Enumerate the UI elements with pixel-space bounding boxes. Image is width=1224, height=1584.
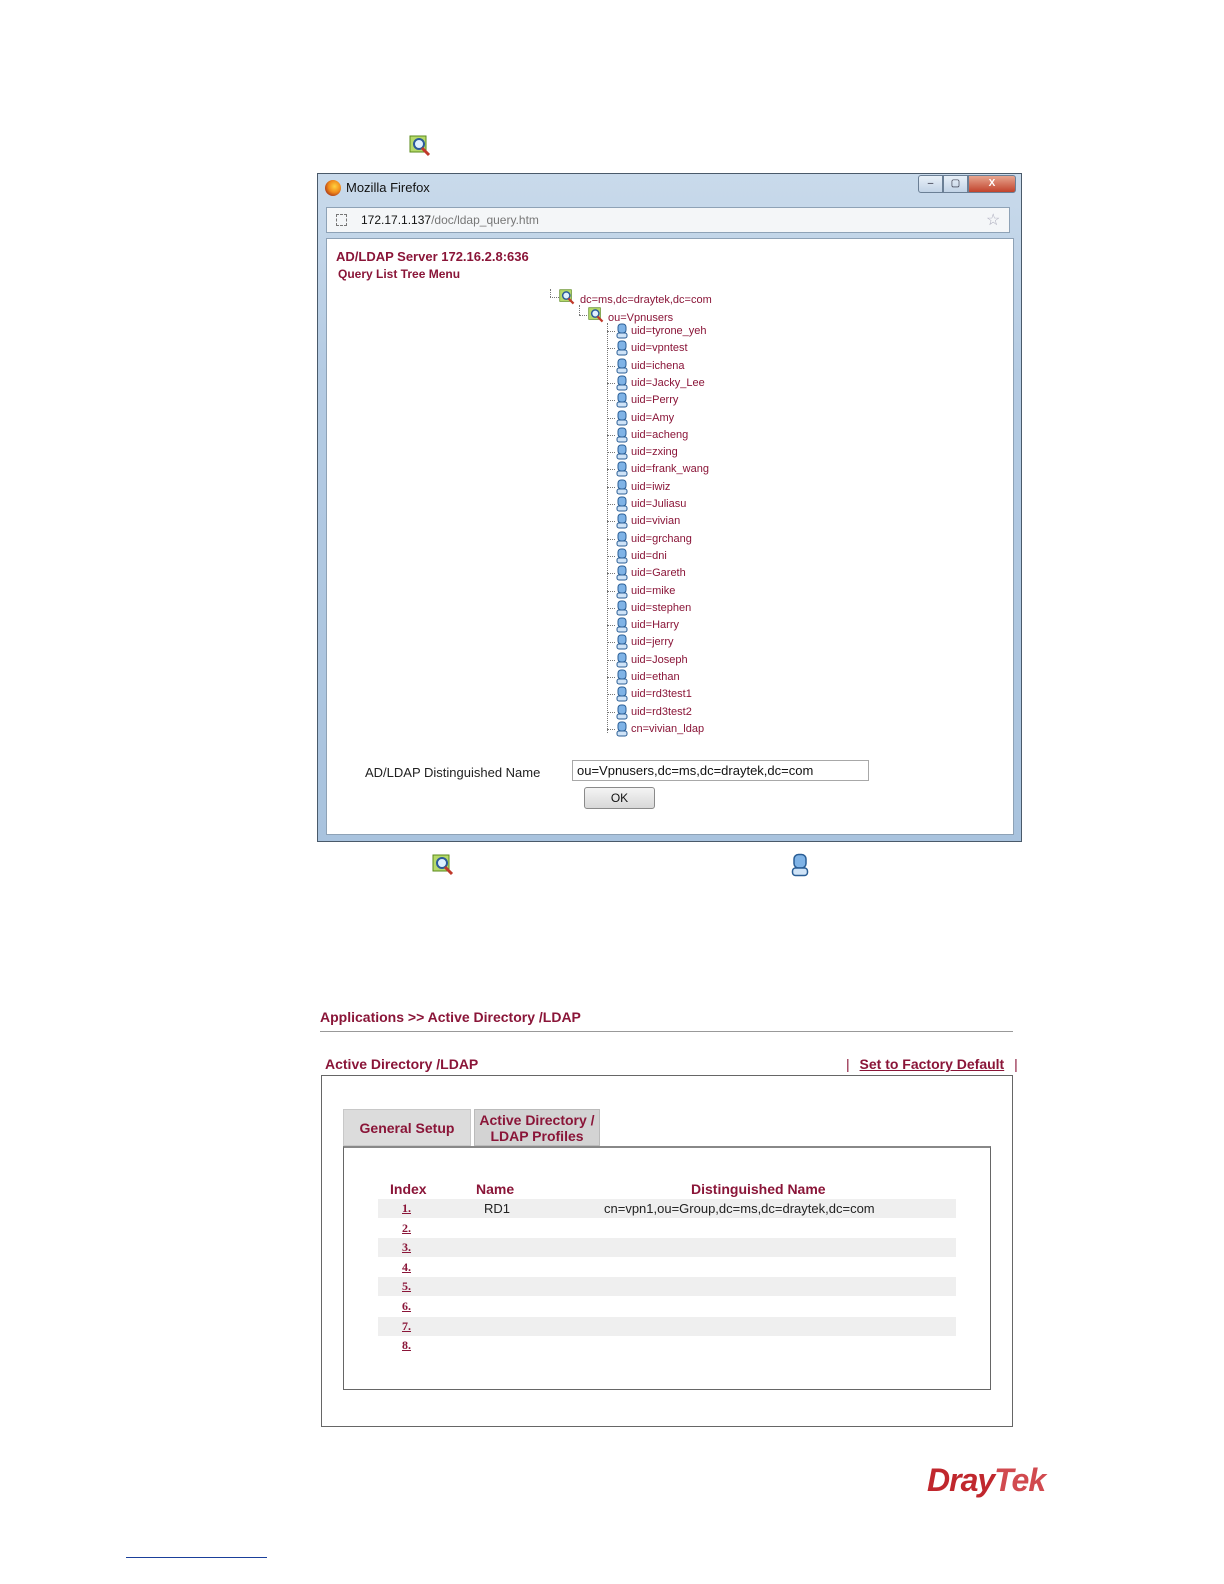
user-icon[interactable] <box>616 634 628 650</box>
tree-connector <box>607 591 615 592</box>
page-content <box>326 238 1014 835</box>
user-icon[interactable] <box>616 340 628 356</box>
tree-user-node[interactable]: uid=ichena <box>631 359 685 372</box>
table-row <box>378 1199 956 1218</box>
user-icon[interactable] <box>616 358 628 374</box>
url-host: 172.17.1.137 <box>361 213 432 227</box>
factory-default-link[interactable]: Set to Factory Default <box>859 1056 1005 1072</box>
close-button[interactable]: X <box>968 175 1016 193</box>
ldap-tree <box>327 239 1013 759</box>
footer-rule <box>126 1557 267 1558</box>
tree-user-node[interactable]: uid=Perry <box>631 394 679 407</box>
table-row <box>378 1336 956 1355</box>
separator: | <box>846 1056 850 1072</box>
table-row <box>378 1277 956 1296</box>
user-icon[interactable] <box>616 686 628 702</box>
user-icon[interactable] <box>616 410 628 426</box>
user-icon[interactable] <box>616 444 628 460</box>
tree-user-node[interactable]: uid=zxing <box>631 446 678 459</box>
tree-user-node[interactable]: uid=jerry <box>631 636 674 649</box>
tree-user-node[interactable]: uid=Juliasu <box>631 498 687 510</box>
star-icon[interactable]: ☆ <box>986 212 1001 229</box>
tree-connector <box>607 400 615 401</box>
user-icon[interactable] <box>616 652 628 668</box>
table-row <box>378 1297 956 1316</box>
user-icon[interactable] <box>616 583 628 599</box>
user-icon[interactable] <box>616 323 628 339</box>
draytek-logo <box>927 1462 1045 1499</box>
user-icon[interactable] <box>616 548 628 564</box>
user-icon[interactable] <box>616 600 628 616</box>
logo-tek: Tek <box>994 1462 1046 1498</box>
profile-index-link[interactable]: 1. <box>402 1201 411 1215</box>
tab-label-line1: Active Directory / <box>479 1112 595 1128</box>
tree-user-node[interactable]: uid=Harry <box>631 619 679 632</box>
tree-user-node[interactable]: uid=rd3test1 <box>631 688 692 701</box>
separator: | <box>1014 1056 1018 1072</box>
logo-dray: Dray <box>927 1462 995 1498</box>
tree-connector <box>607 383 615 384</box>
tree-connector <box>607 452 615 453</box>
table-row <box>378 1258 956 1277</box>
tree-user-node[interactable]: uid=Jacky_Lee <box>631 376 705 389</box>
profile-index-link[interactable]: 5. <box>402 1279 411 1294</box>
user-icon[interactable] <box>616 704 628 720</box>
maximize-button[interactable]: ▢ <box>943 175 968 193</box>
search-icon <box>409 135 431 157</box>
user-icon[interactable] <box>616 375 628 391</box>
profile-index-link[interactable]: 8. <box>402 1338 411 1353</box>
page-icon <box>336 214 347 226</box>
dn-input[interactable] <box>572 760 869 781</box>
tree-user-node[interactable]: uid=frank_wang <box>631 463 709 476</box>
user-icon <box>791 853 809 877</box>
tree-user-node[interactable]: uid=vivian <box>631 515 681 528</box>
tab-general-setup[interactable]: General Setup <box>343 1109 471 1146</box>
table-row <box>378 1238 956 1257</box>
user-icon[interactable] <box>616 669 628 685</box>
divider <box>320 1031 1013 1032</box>
tree-connector <box>607 660 615 661</box>
profile-index-link[interactable]: 6. <box>402 1299 411 1313</box>
tree-user-node[interactable]: uid=iwiz <box>631 480 671 493</box>
tree-connector <box>607 521 615 522</box>
user-icon[interactable] <box>616 479 628 495</box>
profile-name: RD1 <box>484 1201 511 1216</box>
tree-ou-node[interactable]: ou=Vpnusers <box>608 312 674 324</box>
tree-connector <box>607 348 615 349</box>
server-title: AD/LDAP Server 172.16.2.8:636 <box>336 249 529 264</box>
tree-connector <box>607 469 615 470</box>
user-icon[interactable] <box>616 392 628 408</box>
section-title: Active Directory /LDAP <box>325 1056 479 1072</box>
tree-user-node[interactable]: uid=mike <box>631 584 676 597</box>
user-icon[interactable] <box>616 565 628 581</box>
breadcrumb: Applications >> Active Directory /LDAP <box>320 1009 581 1025</box>
tree-connector <box>607 331 615 332</box>
tree-connector <box>607 556 615 557</box>
tree-connector <box>607 608 615 609</box>
tree-root-node[interactable]: dc=ms,dc=draytek,dc=com <box>580 294 712 306</box>
tree-connector <box>607 504 615 505</box>
tree-user-node[interactable]: uid=rd3test2 <box>631 705 692 718</box>
tree-connector <box>607 539 615 540</box>
user-icon[interactable] <box>616 513 628 529</box>
tree-connector <box>607 729 615 730</box>
search-icon[interactable] <box>588 307 604 323</box>
user-icon[interactable] <box>616 496 628 512</box>
tree-connector <box>607 573 615 574</box>
url-path: /doc/ldap_query.htm <box>431 213 539 227</box>
minimize-button[interactable]: – <box>918 175 943 193</box>
tree-user-node[interactable]: cn=vivian_ldap <box>631 722 705 735</box>
search-icon[interactable] <box>559 289 575 305</box>
tab-label-line2: LDAP Profiles <box>490 1128 584 1144</box>
header-name: Name <box>476 1181 515 1197</box>
window-title: Mozilla Firefox <box>346 180 430 195</box>
header-dn: Distinguished Name <box>691 1181 826 1197</box>
tree-connector <box>607 694 615 695</box>
title-bar <box>318 174 1021 204</box>
profile-index-link[interactable]: 4. <box>402 1259 411 1274</box>
table-row <box>378 1317 956 1336</box>
header-index: Index <box>390 1181 427 1197</box>
tree-user-node[interactable]: uid=Amy <box>631 411 675 424</box>
tree-user-node[interactable]: uid=grchang <box>631 532 692 545</box>
user-icon[interactable] <box>616 617 628 633</box>
tree-user-node[interactable]: uid=Gareth <box>631 567 686 580</box>
profile-index-link[interactable]: 7. <box>402 1318 411 1333</box>
tree-connector <box>607 712 615 713</box>
tree-connector <box>607 435 615 436</box>
firefox-logo-icon <box>325 180 341 196</box>
user-icon[interactable] <box>616 461 628 477</box>
tree-connector <box>607 625 615 626</box>
profile-index-link[interactable]: 2. <box>402 1220 411 1235</box>
user-icon[interactable] <box>616 721 628 737</box>
tree-user-node[interactable]: uid=acheng <box>631 428 689 441</box>
tree-menu-subtitle: Query List Tree Menu <box>338 267 461 281</box>
url-text[interactable] <box>361 213 539 227</box>
tree-user-node[interactable]: uid=dni <box>631 549 667 562</box>
tree-user-node[interactable]: uid=Joseph <box>631 653 688 666</box>
tree-user-node[interactable]: uid=stephen <box>631 601 692 614</box>
firefox-window <box>317 173 1022 842</box>
tab-ldap-profiles[interactable] <box>474 1109 600 1146</box>
url-bar[interactable] <box>326 207 1010 233</box>
tree-user-node[interactable]: uid=vpntest <box>631 342 688 355</box>
search-icon <box>432 854 454 876</box>
tree-connector <box>607 642 615 643</box>
dn-label: AD/LDAP Distinguished Name <box>365 765 541 780</box>
user-icon[interactable] <box>616 427 628 443</box>
tree-connector <box>607 366 615 367</box>
profile-index-link[interactable]: 3. <box>402 1240 411 1255</box>
tree-connector <box>607 677 615 678</box>
ok-button[interactable]: OK <box>584 787 655 809</box>
profile-dn: cn=vpn1,ou=Group,dc=ms,dc=draytek,dc=com <box>604 1201 875 1216</box>
user-icon[interactable] <box>616 531 628 547</box>
tree-connector <box>607 418 615 419</box>
tree-connector <box>607 487 615 488</box>
tree-user-node[interactable]: uid=tyrone_yeh <box>631 325 707 337</box>
tree-user-node[interactable]: uid=ethan <box>631 671 680 683</box>
factory-default-bar <box>846 1056 1018 1072</box>
table-row <box>378 1219 956 1238</box>
